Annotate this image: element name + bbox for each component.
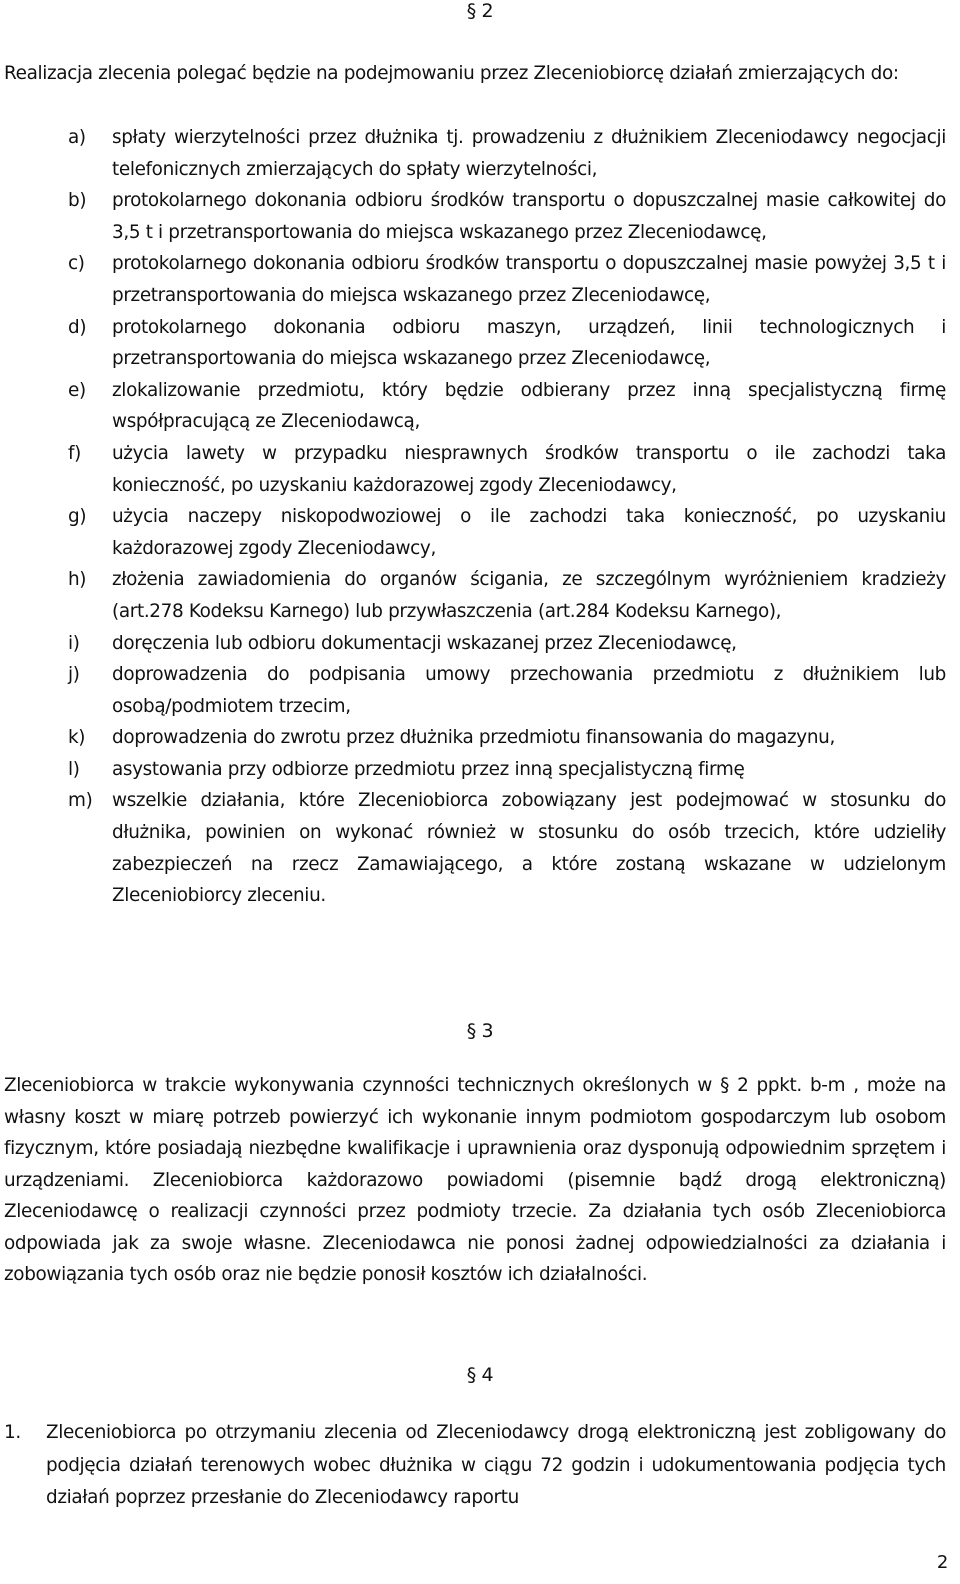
list-item-e [4,375,946,438]
list-marker: l) [68,758,80,780]
list-item-text: protokolarnego dokonania odbioru środków transportu o dopuszczalnej masie powyżej 3,5 t i przetransportowania do miejsca wskazanego przez Zleceniodawcę, [112,253,946,306]
list-item-text: wszelkie działania, które Zleceniobiorca zobowiązany jest podejmować w stosunku do dłużnika, powinien on wykonać również w stosunku do osób trzecich, które udzieliły zabezpieczeń na rzecz Zamawiającego, a które zostaną wskazane w udzielonym Zleceniobiorcy zleceniu. [112,790,946,907]
page-number: 2 [936,1552,948,1573]
list-item-text: doprowadzenia do zwrotu przez dłużnika przedmiotu finansowania do magazynu, [112,727,835,749]
list-item-i [4,628,946,660]
list-marker: e) [68,379,86,401]
list-item-h [4,564,946,627]
list-item-c [4,248,946,311]
numbered-item-1 [4,1417,946,1515]
list-item-text: asystowania przy odbiorze przedmiotu przez inną specjalistyczną firmę [112,758,745,780]
section-3-heading: § 3 [466,1020,494,1042]
list-marker: 1. [4,1422,21,1443]
list-item-a [4,122,946,185]
list-marker: f) [68,442,81,464]
section-3-paragraph: Zleceniobiorca w trakcie wykonywania czynności technicznych określonych w § 2 ppkt. b-m , może na własny koszt w miarę potrzeb powierzyć ich wykonanie innym podmiotom gospodarczym lub osobom fizycznym, które posiadają niezbędne kwalifikacje i uprawnienia oraz dysponują odpowiednim sprzętem i urządzeniami. Zleceniobiorca każdorazowo powiadomi (pisemnie bądź drogą elektroniczną) Zleceniodawcę o realizacji czynności przez podmioty trzecie. Za działania tych osób Zleceniobiorca odpowiada jak za swoje własne. Zleceniodawca nie ponosi żadnej odpowiedzialności za działania i zobowiązania tych osób oraz nie będzie ponosił kosztów ich działalności. [4,1075,946,1285]
list-item-m [4,785,946,911]
list-item-text: użycia naczepy niskopodwoziowej o ile zachodzi taka konieczność, po uzyskaniu każdorazowej zgody Zleceniodawcy, [112,506,946,559]
list-marker: c) [68,253,85,275]
list-marker: g) [68,506,87,528]
list-item-text: zlokalizowanie przedmiotu, który będzie odbierany przez inną specjalistyczną firmę współpracującą ze Zleceniodawcą, [112,379,946,433]
list-marker: h) [68,569,87,591]
list-item-text: protokolarnego dokonania odbioru środków transportu o dopuszczalnej masie całkowitej do 3,5 t i przetransportowania do miejsca wskazanego przez Zleceniodawcę, [112,190,946,243]
list-item-d [4,312,946,375]
list-item-text: Zleceniobiorca po otrzymaniu zlecenia od Zleceniodawcy drogą elektroniczną jest zobligowany do podjęcia działań terenowych wobec dłużnika w ciągu 72 godzin i udokumentowania podjęcia tych działań poprzez przesłanie do Zleceniodawcy raportu [46,1422,946,1508]
section-2-heading: § 2 [466,0,494,22]
list-marker: b) [68,190,87,212]
section-4-list [4,1417,946,1515]
section-4-heading: § 4 [466,1364,494,1386]
list-item-j [4,659,946,722]
list-item-k [4,722,946,754]
list-item-text: użycia lawety w przypadku niesprawnych środków transportu o ile zachodzi taka konieczność, po uzyskaniu każdorazowej zgody Zleceniodawcy, [112,442,946,496]
section-2-list [4,122,946,912]
list-marker: j) [68,664,80,686]
list-marker: k) [68,727,86,749]
list-marker: d) [68,316,87,338]
list-marker: a) [68,127,86,148]
list-item-b [4,185,946,248]
list-item-text: doprowadzenia do podpisania umowy przechowania przedmiotu z dłużnikiem lub osobą/podmiotem trzecim, [112,664,946,717]
list-item-l [4,754,946,786]
list-item-text: spłaty wierzytelności przez dłużnika tj. prowadzeniu z dłużnikiem Zleceniodawcy negocjacji telefonicznych zmierzających do spłaty wierzytelności, [112,127,946,180]
list-item-g [4,501,946,564]
list-item-text: doręczenia lub odbioru dokumentacji wskazanej przez Zleceniodawcę, [112,632,737,654]
list-marker: i) [68,632,80,654]
list-item-f [4,438,946,501]
list-item-text: złożenia zawiadomienia do organów ścigania, ze szczególnym wyróżnieniem kradzieży (art.278 Kodeksu Karnego) lub przywłaszczenia (art.284 Kodeksu Karnego), [112,569,946,622]
list-item-text: protokolarnego dokonania odbioru maszyn, urządzeń, linii technologicznych i przetransportowania do miejsca wskazanego przez Zleceniodawcę, [112,316,946,370]
section-2-intro: Realizacja zlecenia polegać będzie na podejmowaniu przez Zleceniobiorcę działań zmierzających do: [4,63,899,84]
list-marker: m) [68,790,93,812]
